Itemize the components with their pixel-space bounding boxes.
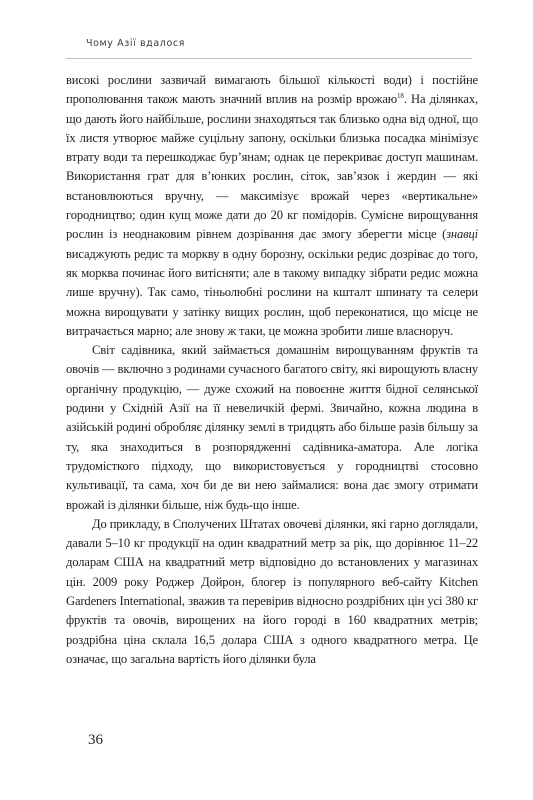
text-run: . На ділянках, що дають його найбільше, рослини знаходяться так близько одна від одної, що їх листя утворює майже суцільну запону, оскільки близька посадка мінімізує втрату води та перешкоджає бур’янам; однак це перекриває доступ машинам. Використання грат для в’юнких рослин, сіток, зав’язок і жердин — які встановлюються вручну, — максимізує врожай через «вертикальне» городництво; один кущ може дати до 20 кг помідорів. Сумісне вирощування рослин із неоднаковим рівнем дозрівання дає змогу зберегти місце ( [66,92,478,242]
body-text [66,71,478,669]
text-run: висаджують редис та моркву в одну борозну, оскільки редис дозріває до того, як морква починає його витісняти; але в такому випадку зібрати редис можна лише вручну). Так само, тіньолюбні рослини на кшталт шпинату та селери можна вирощувати у затінку вищих рослин, щоб переконатися, що місце не витрачається марно; але знову ж таки, це можна зробити лише власноруч. [66,246,478,338]
paragraph-2 [66,341,478,515]
text-run: До прикладу, в Сполучених Штатах овочеві ділянки, які гарно доглядали, давали 5–10 кг продукції на один квадратний метр за рік, що дорівнює 11–22 доларам США на квадратний метр відповідно до встановлених у магазинах цін. 2009 року Роджер Дойрон, блогер із популярного веб-сайту Kitchen Gardeners International, зважив та перевірив відносно роздрібних цін усі 380 кг фруктів та овочів, вирощених на його городі в 160 квадратних метрів; роздрібна ціна склала 16,5 долара США з одного квадратного метра. Це означає, що загальна вартість його ділянки була [66,516,478,666]
paragraph-3 [66,515,478,669]
text-run: Світ садівника, який займається домашнім вирощуванням фруктів та овочів — включно з родинами сучасного багатого світу, які вирощують власну органічну продукцію, — дуже схожий на повоєнне життя бідної селянської родини у Східній Азії на її невеличкій фермі. Звичайно, кожна людина в азійській родині обробляє ділянку землі в тридцять або більше разів більшу за ту, яка знаходиться в розпорядженні садівника-аматора. Але логіка трудомісткого підходу, що використовується у городництві стосовно культивації, та сама, хоч би де ви нею займалися: вона дає змогу отримати врожай із ділянки більше, ніж будь-що інше. [66,343,478,512]
page-number: 36 [88,732,103,748]
emphasis-text: знавці [446,227,478,242]
running-head: Чому Азії вдалося [86,38,185,49]
footnote-ref: 18 [397,92,404,101]
header-rule [66,58,472,59]
paragraph-1 [66,71,478,341]
text-run: високі рослини зазвичай вимагають більшої кількості води) і постійне прополювання також мають значний вплив на розмір врожаю [66,73,478,107]
